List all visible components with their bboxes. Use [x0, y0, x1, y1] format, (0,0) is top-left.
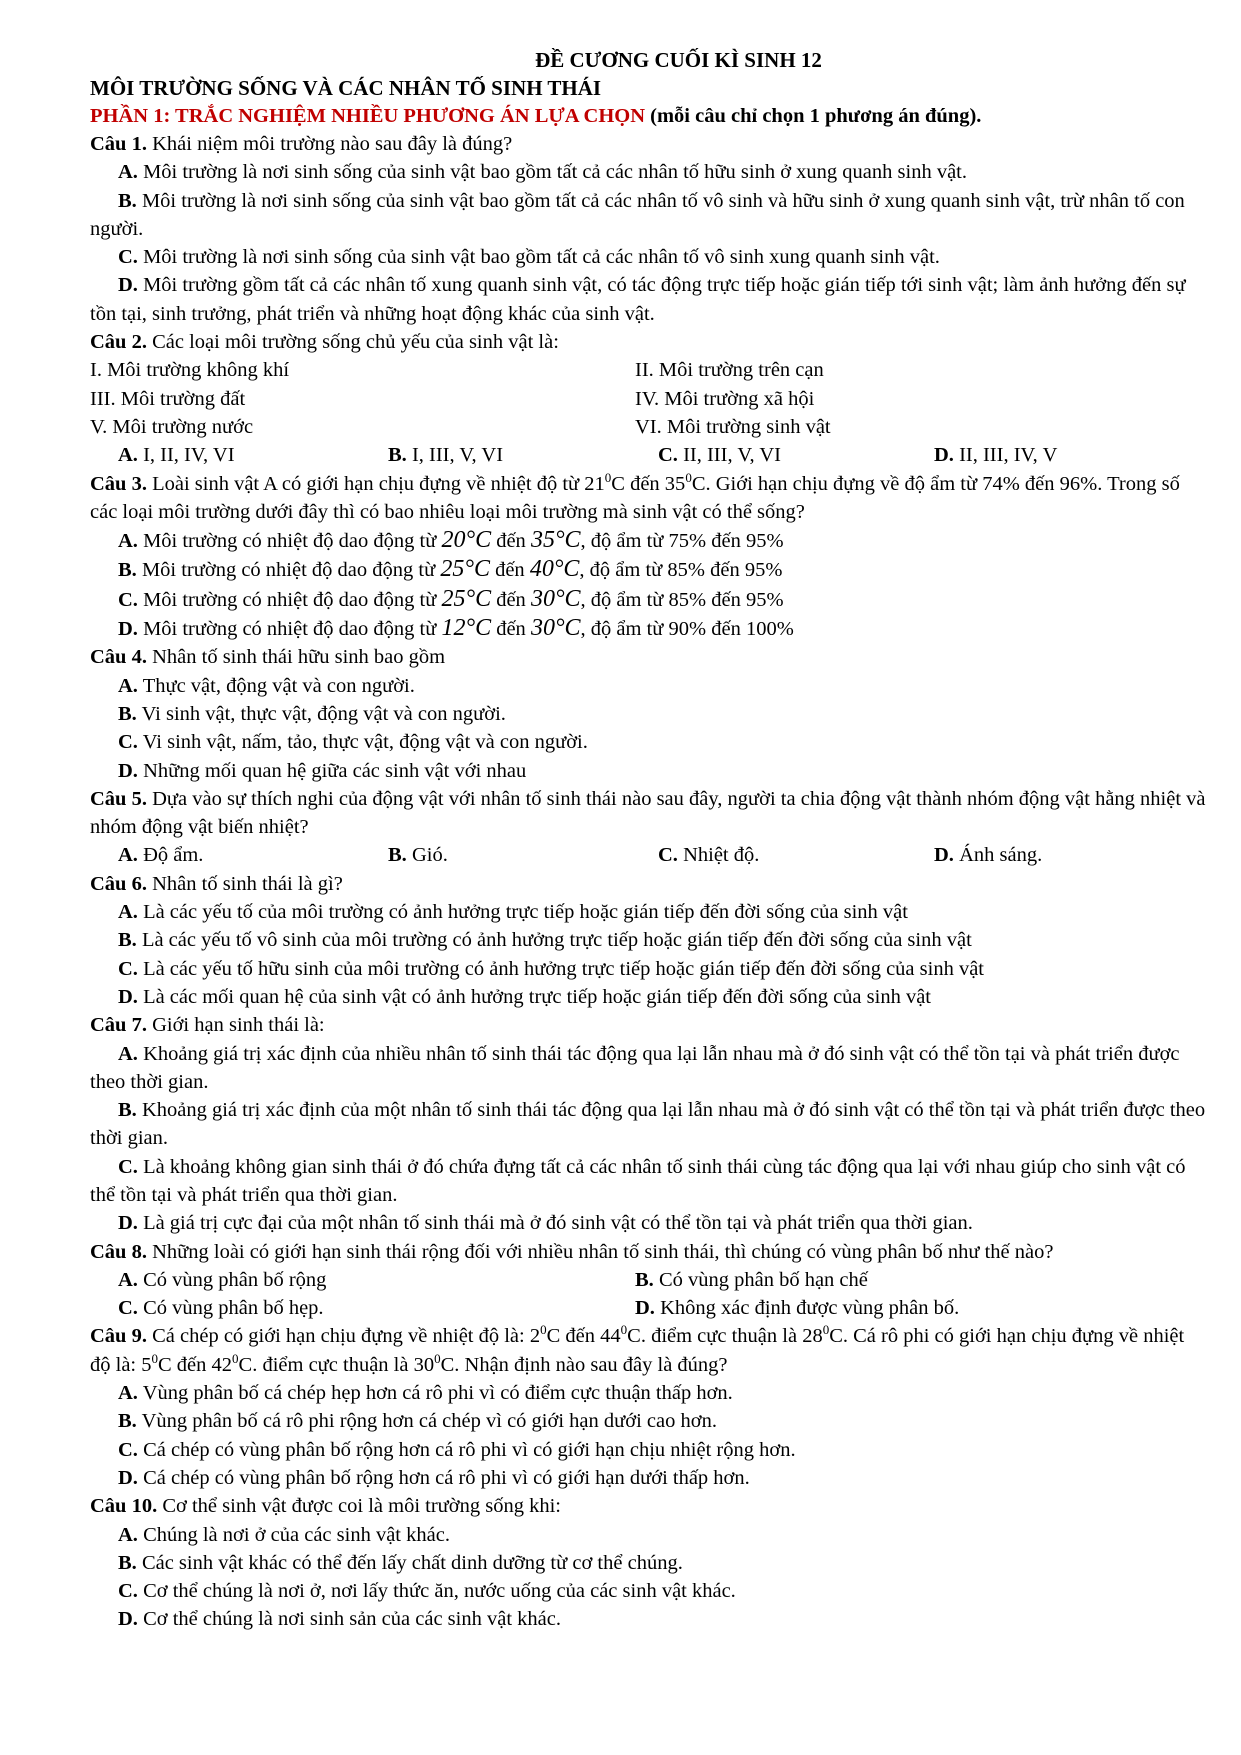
document-title: ĐỀ CƯƠNG CUỐI KÌ SINH 12: [535, 48, 822, 72]
question-label: Câu 1.: [90, 133, 147, 155]
option-4c: C. Vi sinh vật, nấm, tảo, thực vật, động vật và con người.: [118, 731, 588, 754]
option-5b: B. Gió.: [388, 844, 448, 867]
option-2b: B. I, III, V, VI: [388, 444, 504, 467]
option-5a: A. Độ ẩm.: [118, 844, 204, 867]
option-8b: B. Có vùng phân bố hạn chế: [635, 1268, 868, 1291]
question-label: Câu 7.: [90, 1014, 147, 1037]
list-item: III. Môi trường đất: [90, 387, 246, 410]
list-item: I. Môi trường không khí: [90, 359, 290, 382]
list-item: VI. Môi trường sinh vật: [635, 415, 831, 438]
question-label: Câu 3.: [90, 472, 147, 495]
option-7b: B. Khoảng giá trị xác định của một nhân tố sinh thái tác động qua lại lẫn nhau mà ở đó sinh vật có thể tồn tại và phát triển được theo thời gian.: [90, 1099, 1206, 1150]
option-3a: A. Môi trường có nhiệt độ dao động từ 20°C đến 35°C, độ ẩm từ 75% đến 95%: [118, 527, 784, 554]
question-label: Câu 9.: [90, 1325, 147, 1348]
option-8a: A. Có vùng phân bố rộng: [118, 1268, 327, 1291]
options-5: [90, 841, 1207, 869]
options-8: [90, 1266, 1207, 1323]
option-10b: B. Các sinh vật khác có thể đến lấy chất dinh dưỡng từ cơ thể chúng.: [118, 1551, 683, 1574]
option-6b: B. Là các yếu tố vô sinh của môi trường có ảnh hưởng trực tiếp hoặc gián tiếp đến đời sống của sinh vật: [118, 929, 972, 952]
question-label: Câu 10.: [90, 1495, 158, 1518]
question-8: [90, 1238, 1207, 1266]
question-label: Câu 4.: [90, 646, 147, 669]
option-9c: C. Cá chép có vùng phân bố rộng hơn cá rô phi vì có giới hạn chịu nhiệt rộng hơn.: [118, 1438, 796, 1461]
question-text: Nhân tố sinh thái là gì?: [146, 872, 343, 895]
question-9: Câu 9. Cá chép có giới hạn chịu đựng về nhiệt độ là: $2^0C$ đến $44^0C$. điểm cực thuận là $28^0C$. Cá rô phi có giới hạn chịu đựng về nhiệt độ là: $5^0C$ đến $42^0C$. điểm cực thuận là $30^0C$. Nhận định nào sau đây là đúng?: [90, 1322, 1185, 1376]
option-8c: C. Có vùng phân bố hẹp.: [118, 1297, 324, 1320]
option-7c: C. Là khoảng không gian sinh thái ở đó chứa đựng tất cả các nhân tố sinh thái cùng tác động qua lại với nhau giúp cho sinh vật có thể tồn tại và phát triển qua thời gian.: [90, 1155, 1186, 1206]
question-text: Khái niệm môi trường nào sau đây là đúng?: [146, 133, 513, 155]
option-5c: C. Nhiệt độ.: [658, 844, 760, 867]
question-label: Câu 8.: [90, 1240, 147, 1263]
question-label: Câu 2.: [90, 331, 147, 354]
question-1: [90, 130, 1207, 158]
option-3c: C. Môi trường có nhiệt độ dao động từ 25°C đến 30°C, độ ẩm từ 85% đến 95%: [118, 585, 784, 612]
option-4a: A. Thực vật, động vật và con người.: [118, 674, 415, 697]
question-text: Các loại môi trường sống chủ yếu của sinh vật là:: [146, 331, 559, 354]
question-6: [90, 870, 1207, 898]
part-heading-red: PHẦN 1: TRẮC NGHIỆM NHIỀU PHƯƠNG ÁN LỰA CHỌN: [90, 105, 646, 127]
option-7d: D. Là giá trị cực đại của một nhân tố sinh thái mà ở đó sinh vật có thể tồn tại và phát triển qua thời gian.: [118, 1212, 973, 1235]
option-6a: A. Là các yếu tố của môi trường có ảnh hưởng trực tiếp hoặc gián tiếp đến đời sống của sinh vật: [118, 901, 908, 924]
option-1b: B. Môi trường là nơi sinh sống của sinh vật bao gồm tất cả các nhân tố vô sinh và hữu sinh ở xung quanh sinh vật, trừ nhân tố con người.: [90, 189, 1185, 240]
question-7: [90, 1011, 1207, 1039]
option-10d: D. Cơ thể chúng là nơi sinh sản của các sinh vật khác.: [118, 1608, 561, 1631]
option-4d: D. Những mối quan hệ giữa các sinh vật với nhau: [118, 759, 527, 782]
question-2: [90, 328, 1207, 356]
option-3b: B. Môi trường có nhiệt độ dao động từ 25°C đến 40°C, độ ẩm từ 85% đến 95%: [118, 556, 783, 583]
list-item: II. Môi trường trên cạn: [635, 359, 824, 382]
option-1a: A. Môi trường là nơi sinh sống của sinh vật bao gồm tất cả các nhân tố hữu sinh ở xung quanh sinh vật.: [118, 161, 967, 184]
option-6c: C. Là các yếu tố hữu sinh của môi trường có ảnh hưởng trực tiếp hoặc gián tiếp đến đời sống của sinh vật: [118, 957, 985, 980]
option-1d: D. Môi trường gồm tất cả các nhân tố xung quanh sinh vật, có tác động trực tiếp hoặc gián tiếp tới sinh vật; làm ảnh hưởng đến sự tồn tại, sinh trưởng, phát triển và những hoạt động khác của sinh vật.: [90, 274, 1186, 325]
question-text: Cơ thể sinh vật được coi là môi trường sống khi:: [157, 1495, 561, 1518]
question-3: Câu 3. Loài sinh vật A có giới hạn chịu đựng về nhiệt độ từ $21^0C$ đến $35^0C$. Giới hạn chịu đựng về độ ẩm từ 74% đến 96%. Trong số các loại môi trường dưới đây thì có bao nhiêu loại môi trường mà sinh vật có thể sống?: [90, 469, 1180, 523]
question-text: Những loài có giới hạn sinh thái rộng đối với nhiều nhân tố sinh thái, thì chúng có vùng phân bố như thế nào?: [146, 1240, 1054, 1263]
option-5d: D. Ánh sáng.: [934, 844, 1043, 867]
options-2: [90, 441, 1207, 469]
option-2c: C. II, III, V, VI: [658, 444, 781, 467]
question-label: Câu 5.: [90, 787, 147, 810]
option-8d: D. Không xác định được vùng phân bố.: [635, 1297, 960, 1320]
question-label: Câu 6.: [90, 872, 147, 895]
option-6d: D. Là các mối quan hệ của sinh vật có ảnh hưởng trực tiếp hoặc gián tiếp đến đời sống của sinh vật: [118, 985, 931, 1008]
document-subtitle: MÔI TRƯỜNG SỐNG VÀ CÁC NHÂN TỐ SINH THÁI: [90, 76, 602, 100]
option-9b: B. Vùng phân bố cá rô phi rộng hơn cá chép vì có giới hạn dưới cao hơn.: [118, 1410, 717, 1433]
option-2a: A. I, II, IV, VI: [118, 444, 235, 467]
list-item: IV. Môi trường xã hội: [635, 387, 815, 410]
environment-list: [90, 356, 1207, 441]
part-heading: [90, 102, 1207, 130]
option-2d: D. II, III, IV, V: [934, 444, 1058, 467]
option-7a: A. Khoảng giá trị xác định của nhiều nhân tố sinh thái tác động qua lại lẫn nhau mà ở đó sinh vật có thể tồn tại và phát triển được theo thời gian.: [90, 1042, 1180, 1093]
option-10a: A. Chúng là nơi ở của các sinh vật khác.: [118, 1523, 450, 1546]
option-9d: D. Cá chép có vùng phân bố rộng hơn cá rô phi vì có giới hạn dưới thấp hơn.: [118, 1466, 750, 1489]
list-item: V. Môi trường nước: [90, 415, 254, 438]
question-text: Giới hạn sinh thái là:: [146, 1014, 325, 1037]
option-4b: B. Vi sinh vật, thực vật, động vật và con người.: [118, 702, 506, 725]
question-4: [90, 643, 1207, 671]
question-text: Dựa vào sự thích nghi của động vật với nhân tố sinh thái nào sau đây, người ta chia động vật thành nhóm động vật hằng nhiệt và nhóm động vật biến nhiệt?: [90, 787, 1206, 839]
option-3d: D. Môi trường có nhiệt độ dao động từ 12°C đến 30°C, độ ẩm từ 90% đến 100%: [118, 615, 794, 642]
question-5: [90, 785, 1207, 842]
option-10c: C. Cơ thể chúng là nơi ở, nơi lấy thức ăn, nước uống của các sinh vật khác.: [118, 1580, 736, 1603]
option-1c: C. Môi trường là nơi sinh sống của sinh vật bao gồm tất cả các nhân tố vô sinh xung quanh sinh vật.: [118, 246, 940, 269]
part-heading-note: (mỗi câu chỉ chọn 1 phương án đúng).: [645, 105, 982, 127]
question-10: [90, 1492, 1207, 1520]
question-text: Nhân tố sinh thái hữu sinh bao gồm: [146, 646, 446, 669]
option-9a: A. Vùng phân bố cá chép hẹp hơn cá rô phi vì có điểm cực thuận thấp hơn.: [118, 1382, 733, 1405]
